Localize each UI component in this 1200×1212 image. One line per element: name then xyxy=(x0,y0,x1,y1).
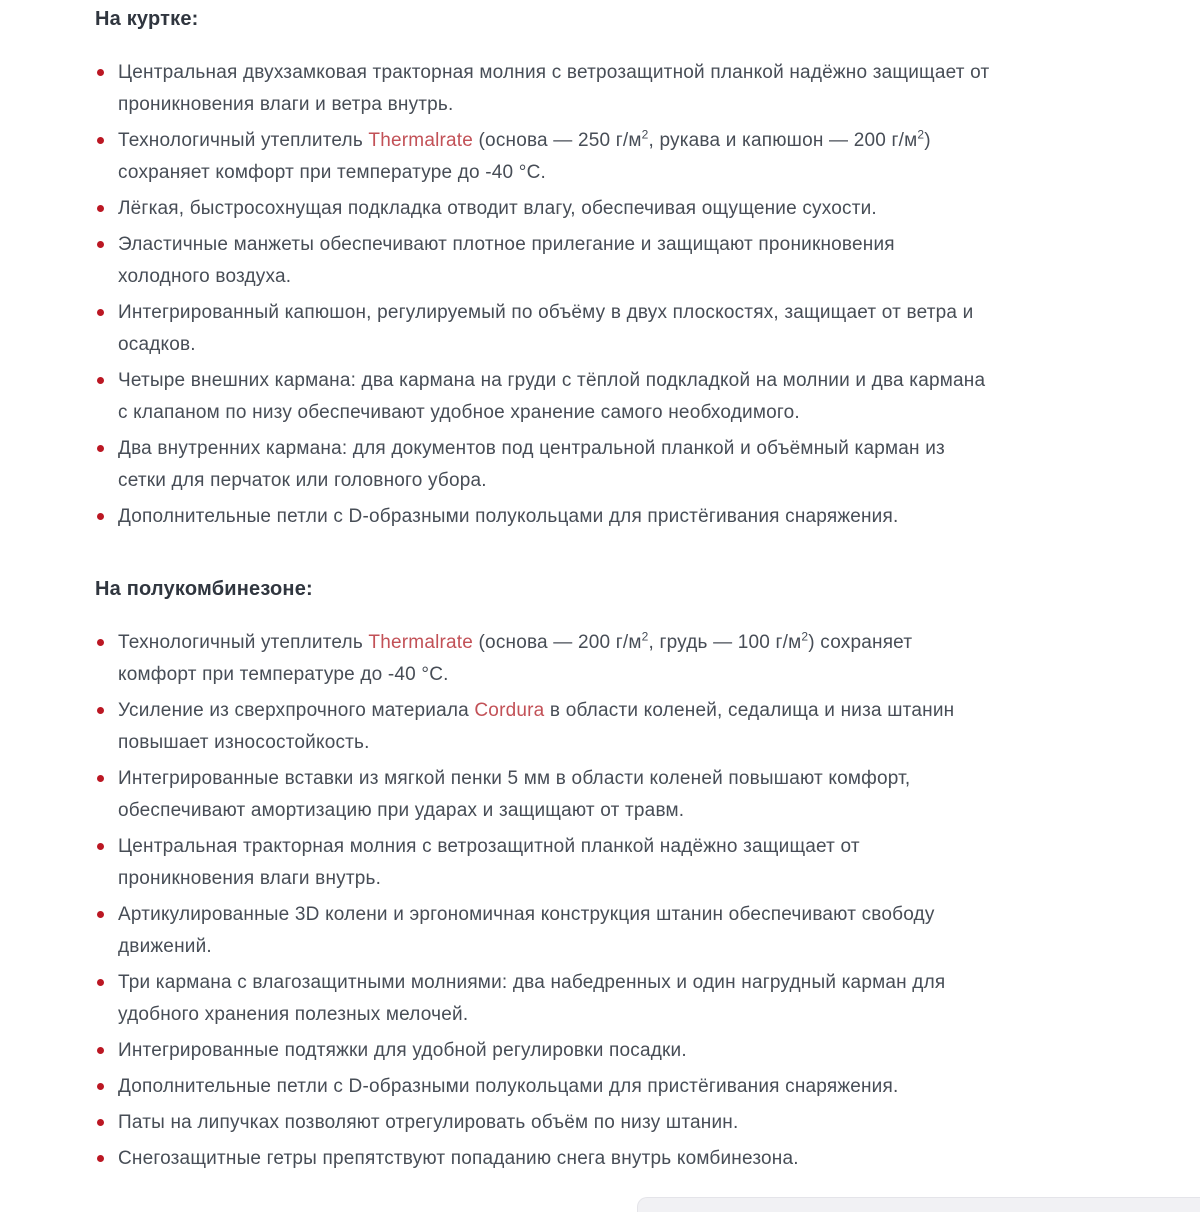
feature-text: Дополнительные петли с D-образными полукольцами для пристёгивания снаряжения. xyxy=(118,506,899,527)
feature-text: в области коленей, седалища и низа штанин повышает износостойкость. xyxy=(118,700,955,753)
feature-item xyxy=(95,1107,990,1139)
feature-text: (основа — 250 г/м xyxy=(473,130,642,151)
feature-item xyxy=(95,899,990,963)
section-heading: На полукомбинезоне: xyxy=(95,578,313,600)
feature-item xyxy=(95,967,990,1031)
feature-text: Эластичные манжеты обеспечивают плотное прилегание и защищают проникновения холодного воздуха. xyxy=(118,234,895,287)
superscript: 2 xyxy=(641,629,649,644)
feature-text: Центральная тракторная молния с ветрозащитной планкой надёжно защищает от проникновения влаги внутрь. xyxy=(118,836,860,889)
feature-item xyxy=(95,695,990,759)
section-heading: На куртке: xyxy=(95,8,199,30)
feature-text: (основа — 200 г/м xyxy=(473,632,642,653)
feature-text: Три кармана с влагозащитными молниями: два набедренных и один нагрудный карман для удобного хранения полезных мелочей. xyxy=(118,972,946,1025)
superscript: 2 xyxy=(917,127,925,142)
feature-list xyxy=(95,627,990,1175)
feature-text: Снегозащитные гетры препятствуют попаданию снега внутрь комбинезона. xyxy=(118,1148,799,1169)
feature-list xyxy=(95,57,990,533)
feature-text: Усиление из сверхпрочного материала xyxy=(118,700,475,721)
feature-item xyxy=(95,1143,990,1175)
thermalrate-link[interactable]: Thermalrate xyxy=(368,130,474,151)
feature-text: Два внутренних кармана: для документов под центральной планкой и объёмный карман из сетки для перчаток или головного убора. xyxy=(118,438,945,491)
feature-item xyxy=(95,1035,990,1067)
superscript: 2 xyxy=(641,127,649,142)
feature-text: Интегрированные вставки из мягкой пенки 5 мм в области коленей повышают комфорт, обеспечивают амортизацию при ударах и защищают от травм. xyxy=(118,768,911,821)
feature-item xyxy=(95,763,990,827)
feature-text: , рукава и капюшон — 200 г/м xyxy=(648,130,918,151)
feature-text: Центральная двухзамковая тракторная молния с ветрозащитной планкой надёжно защищает от проникновения влаги и ветра внутрь. xyxy=(118,62,990,115)
feature-item xyxy=(95,831,990,895)
feature-text: Интегрированные подтяжки для удобной регулировки посадки. xyxy=(118,1040,687,1061)
feature-text: Интегрированный капюшон, регулируемый по объёму в двух плоскостях, защищает от ветра и осадков. xyxy=(118,302,974,355)
feature-text: Лёгкая, быстросохнущая подкладка отводит влагу, обеспечивая ощущение сухости. xyxy=(118,198,877,219)
feature-text: ) сохраняет комфорт при температуре до -40 °C. xyxy=(118,632,913,685)
feature-item xyxy=(95,229,990,293)
feature-text: Технологичный утеплитель xyxy=(118,632,369,653)
feature-text: ) сохраняет комфорт при температуре до -40 °C. xyxy=(118,130,931,183)
thermalrate-link[interactable]: Thermalrate xyxy=(368,632,474,653)
feature-text: Дополнительные петли с D-образными полукольцами для пристёгивания снаряжения. xyxy=(118,1076,899,1097)
feature-item xyxy=(95,57,990,121)
feature-text: Четыре внешних кармана: два кармана на груди с тёплой подкладкой на молнии и два кармана с клапаном по низу обеспечивают удобное хранение самого необходимого. xyxy=(118,370,986,423)
feature-text: , грудь — 100 г/м xyxy=(648,632,802,653)
superscript: 2 xyxy=(801,629,809,644)
feature-item xyxy=(95,627,990,691)
feature-item xyxy=(95,125,990,189)
feature-item xyxy=(95,433,990,497)
feature-item xyxy=(95,193,990,225)
feature-text: Артикулированные 3D колени и эргономичная конструкция штанин обеспечивают свободу движений. xyxy=(118,904,935,957)
feature-text: Паты на липучках позволяют отрегулировать объём по низу штанин. xyxy=(118,1112,739,1133)
cordura-link[interactable]: Cordura xyxy=(474,700,545,721)
feature-text: Технологичный утеплитель xyxy=(118,130,369,151)
feature-item xyxy=(95,365,990,429)
feature-item xyxy=(95,1071,990,1103)
feature-item xyxy=(95,501,990,533)
feature-item xyxy=(95,297,990,361)
